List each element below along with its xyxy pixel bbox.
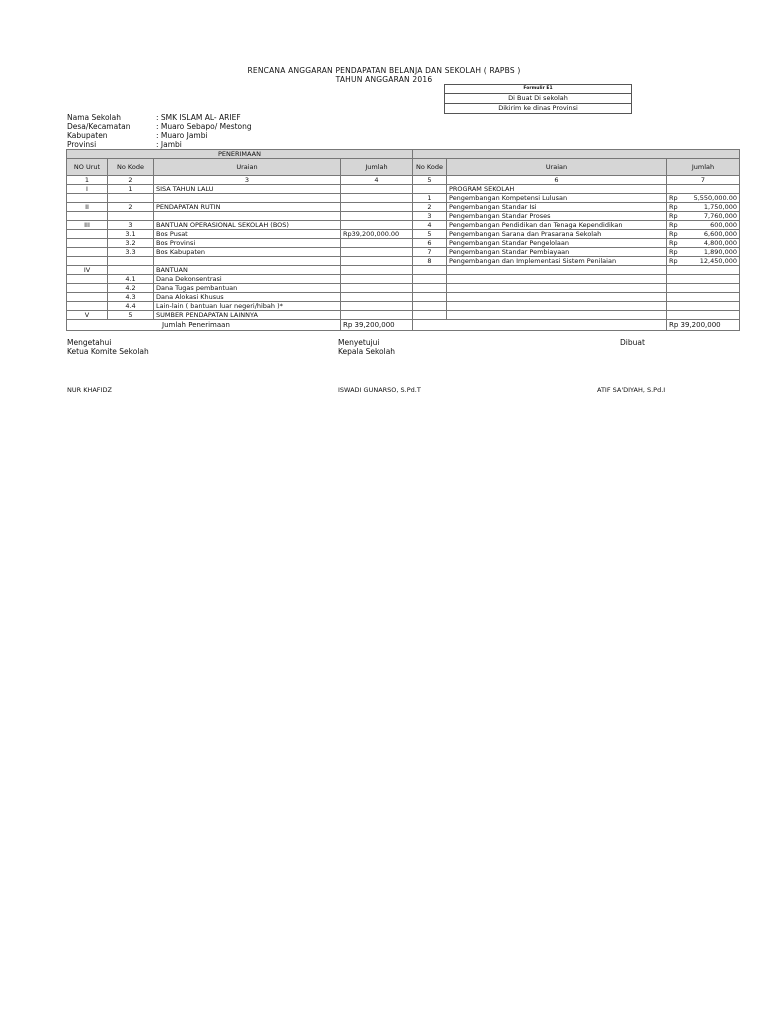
document-subtitle: TAHUN ANGGARAN 2016 [335,75,433,84]
amount-value: 12,450,000 [699,257,737,265]
row-jumlah-right [667,266,740,275]
currency-label: Rp [669,203,678,211]
currency-label: Rp [669,221,678,229]
row-uraian-right [447,302,667,311]
row-jumlah [341,212,413,221]
col-jumlah: Jumlah [341,159,413,176]
currency-label: Rp [669,230,678,238]
row-jumlah-right [667,284,740,293]
row-no-kode-right [413,311,447,320]
col-no-kode-right: No Kode [413,159,447,176]
row-jumlah [341,284,413,293]
row-jumlah [341,194,413,203]
row-uraian: Bos Pusat [154,230,341,239]
sig-left-title: Mengetahui [67,338,112,347]
col-number: 2 [108,176,154,185]
row-jumlah-right [667,203,740,212]
currency-label: Rp [669,212,678,220]
row-uraian-right: Pengembangan dan Implementasi Sistem Penilaian [447,257,667,266]
row-no-kode-right [413,275,447,284]
row-no-kode-right [413,185,447,194]
column-number-row [67,176,740,185]
row-no-urut [67,293,108,302]
row-uraian-right [447,293,667,302]
row-uraian-right: Pengembangan Kompetensi Lulusan [447,194,667,203]
row-no-kode-right: 3 [413,212,447,221]
amount-value: 6,600,000 [703,230,737,238]
currency-label: Rp [669,248,678,256]
school-info-label-1: Desa/Kecamatan [67,122,131,131]
table-row [67,203,740,212]
row-jumlah [341,293,413,302]
row-jumlah [341,239,413,248]
table-row [67,212,740,221]
currency-label: Rp [669,239,678,247]
table-column-header [67,159,740,176]
total-label: Jumlah Penerimaan [67,320,341,331]
row-uraian: Bos Provinsi [154,239,341,248]
row-uraian-right [447,284,667,293]
row-no-kode: 3 [108,221,154,230]
table-row [67,185,740,194]
row-uraian-right: Pengembangan Sarana dan Prasarana Sekolah [447,230,667,239]
row-uraian [154,194,341,203]
row-jumlah-right [667,212,740,221]
table-row [67,194,740,203]
col-number: 4 [341,176,413,185]
form-sent-to: Dikirim ke dinas Provinsi [498,104,578,112]
school-info-label-3: Provinsi [67,140,97,149]
row-no-urut [67,230,108,239]
row-no-kode: 4.3 [108,293,154,302]
row-jumlah [341,266,413,275]
col-uraian: Uraian [154,159,341,176]
row-no-kode-right: 7 [413,248,447,257]
col-number: 1 [67,176,108,185]
row-no-kode: 1 [108,185,154,194]
table-row [67,275,740,284]
sig-mid-name: ISWADI GUNARSO, S.Pd.T [338,386,421,394]
row-uraian-right: Pengembangan Standar Pembiayaan [447,248,667,257]
amount-value: 1,750,000 [703,203,737,211]
table-row [67,239,740,248]
row-jumlah-right [667,230,740,239]
row-no-kode-right: 4 [413,221,447,230]
row-no-kode [108,212,154,221]
row-uraian: BANTUAN [154,266,341,275]
table-row [67,230,740,239]
total-right: Rp 39,200,000 [667,320,740,331]
row-no-urut [67,212,108,221]
row-no-kode [108,266,154,275]
row-jumlah-right [667,239,740,248]
row-uraian [154,257,341,266]
document-title: RENCANA ANGGARAN PENDAPATAN BELANJA DAN SEKOLAH ( RAPBS ) [247,66,521,75]
row-no-kode-right: 8 [413,257,447,266]
row-jumlah-right [667,293,740,302]
col-uraian-right: Uraian [447,159,667,176]
amount-value: 5,550,000.00 [693,194,737,202]
row-uraian-right: Pengembangan Standar Proses [447,212,667,221]
row-no-kode-right [413,266,447,275]
row-uraian-right: Pengembangan Standar Isi [447,203,667,212]
sig-left-role: Ketua Komite Sekolah [67,347,149,356]
row-no-urut [67,275,108,284]
table-row [67,284,740,293]
row-uraian-right [447,266,667,275]
row-uraian: Dana Tugas pembantuan [154,284,341,293]
row-jumlah [341,302,413,311]
row-jumlah [341,203,413,212]
sig-mid-role: Kepala Sekolah [338,347,396,356]
row-jumlah-right [667,221,740,230]
sig-mid-title: Menyetujui [338,338,380,347]
row-no-kode [108,194,154,203]
table-row [67,293,740,302]
table-row [67,266,740,275]
row-no-urut [67,239,108,248]
form-made-at: Di Buat Di sekolah [445,94,631,104]
row-jumlah-right [667,275,740,284]
row-uraian-right: PROGRAM SEKOLAH [447,185,667,194]
row-no-urut [67,257,108,266]
row-uraian: Bos Kabupaten [154,248,341,257]
row-no-kode: 5 [108,311,154,320]
col-number: 7 [667,176,740,185]
row-no-kode [108,257,154,266]
row-no-kode-right: 1 [413,194,447,203]
row-no-kode-right: 2 [413,203,447,212]
amount-value: 600,000 [710,221,737,229]
row-uraian: SUMBER PENDAPATAN LAINNYA [154,311,341,320]
row-jumlah-right [667,248,740,257]
row-uraian [154,212,341,221]
row-uraian: BANTUAN OPERASIONAL SEKOLAH (BOS) [154,221,341,230]
table-body [67,185,740,320]
form-code: Formulir E1 [445,85,631,94]
row-no-urut: II [67,203,108,212]
row-no-kode: 2 [108,203,154,212]
row-no-kode: 3.3 [108,248,154,257]
row-uraian-right [447,311,667,320]
sig-left-name: NUR KHAFIDZ [67,386,112,394]
col-number: 3 [154,176,341,185]
row-no-kode: 4.2 [108,284,154,293]
row-jumlah [341,275,413,284]
currency-label: Rp [669,257,678,265]
col-number: 6 [447,176,667,185]
row-no-urut: IV [67,266,108,275]
row-no-urut [67,194,108,203]
form-info-box [444,84,632,114]
row-no-urut: III [67,221,108,230]
school-info-value-2: : Muaro Jambi [156,131,208,140]
row-no-kode-right: 5 [413,230,447,239]
row-no-urut: V [67,311,108,320]
section-penerimaan: PENERIMAAN [67,150,413,159]
row-no-urut: I [67,185,108,194]
row-no-kode-right [413,302,447,311]
row-jumlah [341,248,413,257]
row-uraian: Lain-lain ( bantuan luar negeri/hibah )* [154,302,341,311]
row-no-kode-right: 6 [413,239,447,248]
table-row [67,257,740,266]
table-section-header [67,150,740,159]
row-jumlah: Rp39,200,000.00 [341,230,413,239]
school-info-label-0: Nama Sekolah [67,113,121,122]
row-uraian: SISA TAHUN LALU [154,185,341,194]
row-uraian: PENDAPATAN RUTIN [154,203,341,212]
row-uraian: Dana Alokasi Khusus [154,293,341,302]
currency-label: Rp [669,194,678,202]
rapbs-table [66,149,740,331]
row-jumlah [341,311,413,320]
table-row [67,311,740,320]
amount-value: 7,760,000 [703,212,737,220]
col-number: 5 [413,176,447,185]
row-uraian-right [447,275,667,284]
row-no-kode: 4.4 [108,302,154,311]
row-jumlah [341,221,413,230]
row-no-urut [67,302,108,311]
row-no-kode-right [413,293,447,302]
row-jumlah [341,257,413,266]
row-uraian-right: Pengembangan Pendidikan dan Tenaga Kependidikan [447,221,667,230]
table-row [67,221,740,230]
row-uraian-right: Pengembangan Standar Pengelolaan [447,239,667,248]
sig-right-title: Dibuat [620,338,645,347]
col-no-urut: NO Urut [67,159,108,176]
table-row [67,302,740,311]
sig-right-name: ATIF SA'DIYAH, S.Pd.I [597,386,666,394]
row-uraian: Dana Dekonsentrasi [154,275,341,284]
table-row [67,248,740,257]
row-jumlah-right [667,311,740,320]
row-jumlah [341,185,413,194]
row-no-urut [67,248,108,257]
row-jumlah-right [667,257,740,266]
school-info-value-3: : Jambi [156,140,182,149]
row-no-kode: 3.1 [108,230,154,239]
row-jumlah-right [667,185,740,194]
amount-value: 1,890,000 [703,248,737,256]
row-no-kode: 3.2 [108,239,154,248]
row-jumlah-right [667,194,740,203]
col-jumlah-right: Jumlah [667,159,740,176]
total-row [67,320,740,331]
row-no-kode-right [413,284,447,293]
total-left: Rp 39,200,000 [341,320,413,331]
amount-value: 4,800,000 [703,239,737,247]
row-no-kode: 4.1 [108,275,154,284]
school-info-value-1: : Muaro Sebapo/ Mestong [156,122,252,131]
row-jumlah-right [667,302,740,311]
school-info-label-2: Kabupaten [67,131,108,140]
school-info-value-0: : SMK ISLAM AL- ARIEF [156,113,241,122]
col-no-kode: No Kode [108,159,154,176]
row-no-urut [67,284,108,293]
